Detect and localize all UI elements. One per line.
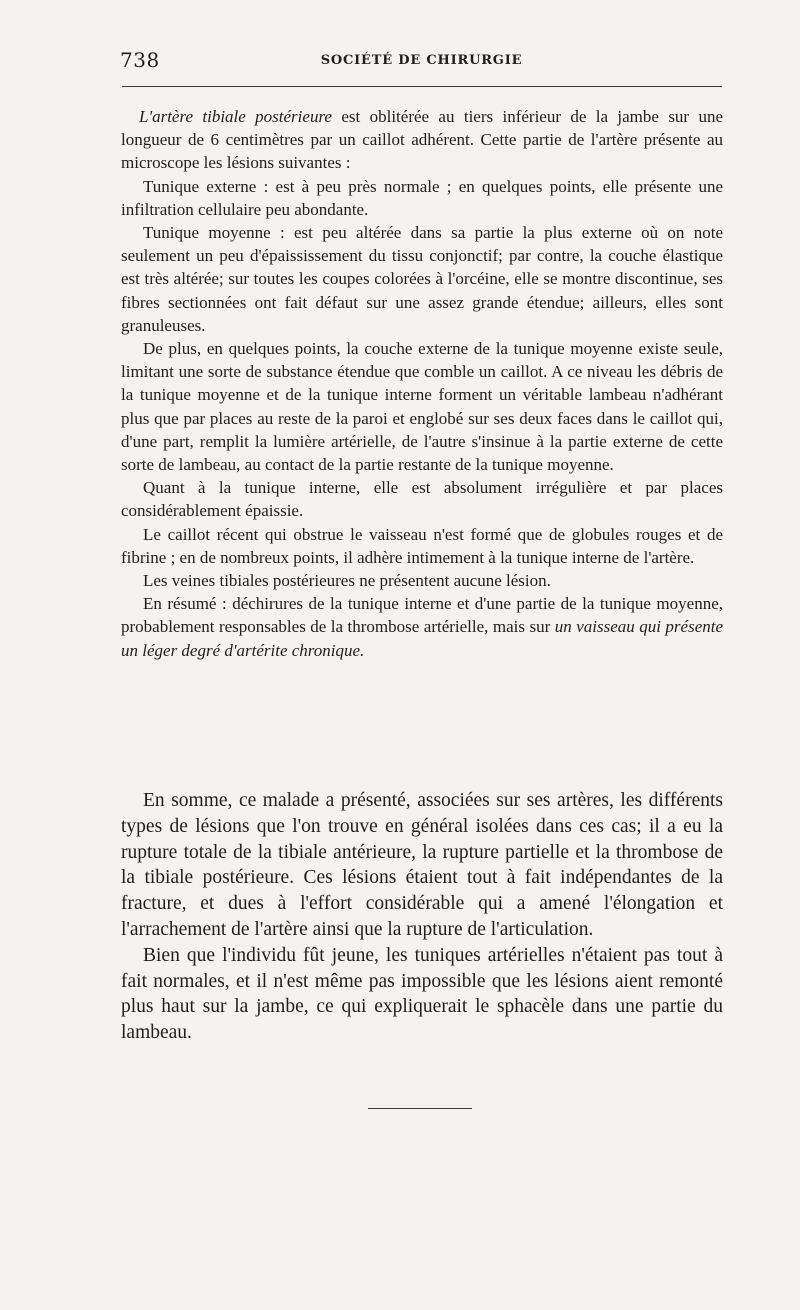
discussion-text: [121, 788, 723, 1046]
running-title: SOCIÉTÉ DE CHIRURGIE: [320, 53, 523, 68]
header-rule: [122, 86, 722, 87]
page-header: [120, 48, 723, 72]
report-text: En résumé : déchirures de la tunique interne et d'une partie de la tunique moyenne, probablement responsables de la thrombose artérielle, mais sur: [121, 594, 723, 637]
report-paragraph-4: De plus, en quelques points, la couche externe de la tunique moyenne existe seule, limitant une sorte de substance étendue que comble un caillot. A ce niveau les débris de la tunique moyenne et de la tunique interne forment un véritable lambeau n'adhérant plus que par places au reste de la paroi et englobé sur ses deux faces dans le caillot qui, d'une part, remplit la lumière artérielle, de l'autre s'insinue à la partie externe de cette sorte de lambeau, au contact de la partie restante de la tunique moyenne.: [121, 339, 723, 475]
report-paragraph-1: [121, 105, 723, 175]
histology-report: [121, 105, 723, 662]
section-end-rule: [368, 1108, 472, 1109]
report-paragraph-3: Tunique moyenne : est peu altérée dans sa partie la plus externe où on note seulement un peu d'épaississement du tissu conjonctif; par contre, la couche élastique est très altérée; sur toutes les coupes colorées à l'orcéine, elle se montre discontinue, ses fibres sectionnées ont fait défaut sur une assez grande étendue; ailleurs, elles sont granuleuses.: [121, 223, 723, 335]
page-number: 738: [120, 48, 160, 72]
report-text: est oblitérée au tiers inférieur de la jambe sur une longueur de 6 centimètres par un caillot adhérent. Cette partie de l'artère présente au microscope les lésions suivantes :: [121, 107, 724, 173]
report-emphasis: un vaisseau qui présente un léger degré d'artérite chronique.: [121, 617, 724, 660]
report-paragraph-5: Quant à la tunique interne, elle est absolument irrégulière et par places considérablement épaissie.: [121, 478, 723, 521]
report-paragraph-8: [121, 592, 723, 662]
report-emphasis: L'artère tibiale postérieure: [139, 107, 332, 126]
discussion-paragraph-1: En somme, ce malade a présenté, associées sur ses artères, les différents types de lésions que l'on trouve en général isolées dans ces cas; il a eu la rupture totale de la tibiale antérieure, la rupture partielle et la thrombose de la tibiale postérieure. Ces lésions étaient tout à fait indépendantes de la fracture, et dues à l'effort considérable qui a amené l'élongation et l'arrachement de l'artère ainsi que la rupture de l'articulation.: [121, 790, 723, 940]
discussion-paragraph-2: Bien que l'individu fût jeune, les tuniques artérielles n'étaient pas tout à fait normales, et il n'est même pas impossible que les lésions aient remonté plus haut sur la jambe, ce qui expliquerait le sphacèle dans une partie du lambeau.: [121, 944, 723, 1044]
report-paragraph-6: Le caillot récent qui obstrue le vaisseau n'est formé que de globules rouges et de fibrine ; en de nombreux points, il adhère intimement à la tunique interne de l'artère.: [121, 524, 723, 567]
report-paragraph-7: Les veines tibiales postérieures ne présentent aucune lésion.: [143, 571, 551, 591]
report-paragraph-2: Tunique externe : est à peu près normale ; en quelques points, elle présente une infiltration cellulaire peu abondante.: [121, 176, 723, 219]
